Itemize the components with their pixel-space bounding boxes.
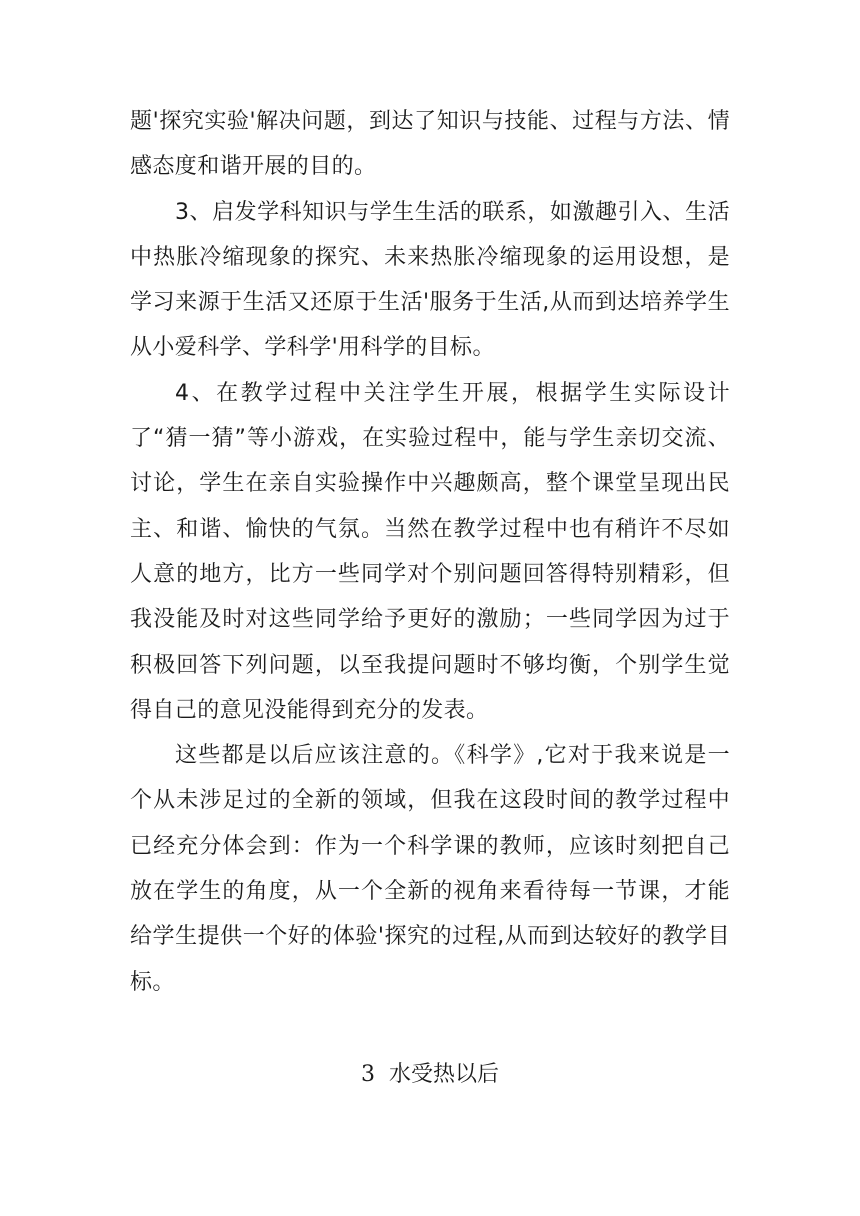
body-text xyxy=(130,99,730,1005)
paragraph-3: 4、在教学过程中关注学生开展，根据学生实际设计了“猜一猜”等小游戏，在实验过程中，能与学生亲切交流、讨论，学生在亲自实验操作中兴趣颇高，整个课堂呈现出民主、和谐、愉快的气氛。当然在教学过程中也有稍许不尽如人意的地方，比方一些同学对个别问题回答得特别精彩，但我没能及时对这些同学给予更好的激励；一些同学因为过于积极回答下列问题，以至我提问题时不够均衡，个别学生觉得自己的意见没能得到充分的发表。 xyxy=(130,380,730,723)
section-heading: 3 水受热以后 xyxy=(361,1062,499,1087)
paragraph-1: 题'探究实验'解决问题，到达了知识与技能、过程与方法、情感态度和谐开展的目的。 xyxy=(130,109,730,180)
paragraph-2: 3、启发学科知识与学生生活的联系，如激趣引入、生活中热胀冷缩现象的探究、未来热胀冷缩现象的运用设想，是学习来源于生活又还原于生活'服务于生活,从而到达培养学生从小爱科学、学科学'用科学的目标。 xyxy=(130,199,730,361)
paragraph-4: 这些都是以后应该注意的。《科学》,它对于我来说是一个从未涉足过的全新的领域，但我在这段时间的教学过程中已经充分体会到：作为一个科学课的教师，应该时刻把自己放在学生的角度，从一个全新的视角来看待每一节课，才能给学生提供一个好的体验'探究的过程,从而到达较好的教学目标。 xyxy=(130,743,730,995)
